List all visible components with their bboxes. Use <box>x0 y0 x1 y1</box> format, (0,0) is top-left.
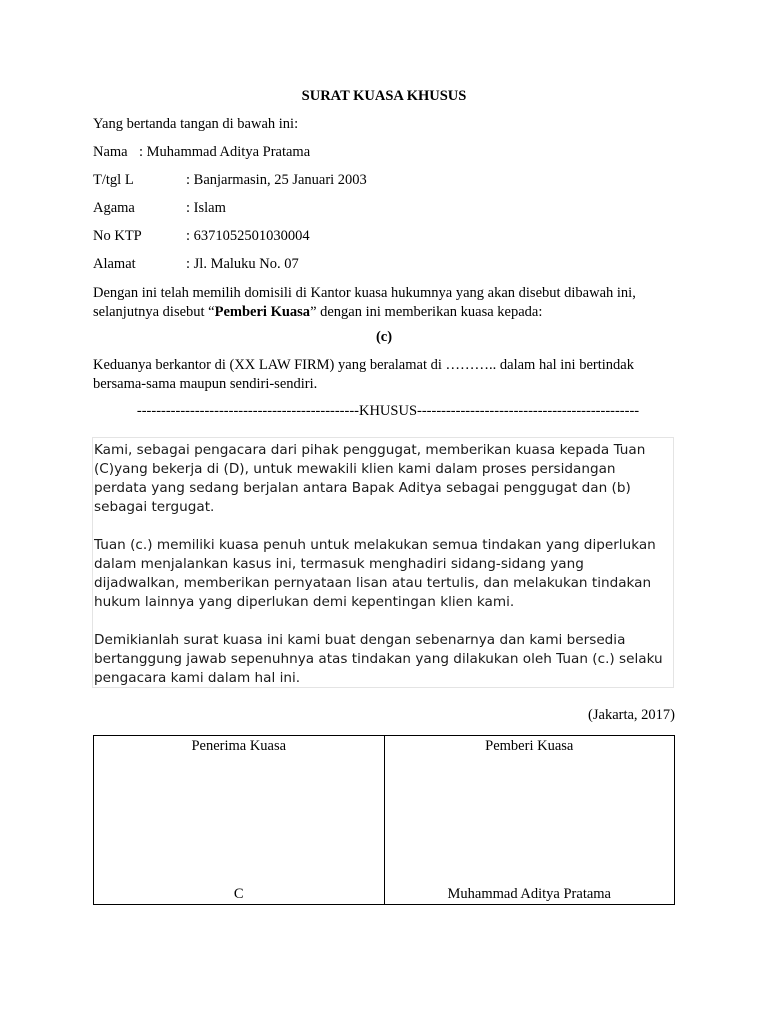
field-agama-value: : Islam <box>186 200 226 216</box>
field-nama-value: : Muhammad Aditya Pratama <box>139 144 311 160</box>
receiver-name: C <box>233 886 244 902</box>
khusus-divider: ----------------------------------------------KHUSUS---------------------------------------------- <box>136 403 640 419</box>
receiver-signature-cell <box>94 736 385 905</box>
field-ktp-label: No KTP <box>93 228 142 244</box>
field-alamat-value: : Jl. Maluku No. 07 <box>186 256 299 272</box>
field-ktp-value: : 6371052501030004 <box>186 228 310 244</box>
place-date: (Jakarta, 2017) <box>588 707 675 723</box>
field-alamat-label: Alamat <box>93 256 136 272</box>
grantor-signature-cell <box>384 736 675 905</box>
document-title: SURAT KUASA KHUSUS <box>301 88 467 104</box>
field-ttl-label: T/tgl L <box>93 172 134 188</box>
body-paragraph-3: Demikianlah surat kuasa ini kami buat dengan sebenarnya dan kami bersedia bertanggung jawab sepenuhnya atas tindakan yang dilakukan oleh Tuan (c.) selaku pengacara kami dalam hal ini. <box>94 632 663 686</box>
field-nama-label: Nama <box>93 144 128 160</box>
recipient-placeholder: (c) <box>375 329 393 345</box>
grantor-heading: Pemberi Kuasa <box>485 738 574 754</box>
receiver-heading: Penerima Kuasa <box>191 738 287 754</box>
field-ttl-value: : Banjarmasin, 25 Januari 2003 <box>186 172 367 188</box>
body-paragraph-2: Tuan (c.) memiliki kuasa penuh untuk melakukan semua tindakan yang diperlukan dalam menjalankan kasus ini, termasuk menghadiri sidang-sidang yang dijadwalkan, memberikan pernyataan lisan atau tertulis, dan melakukan tindakan hukum lainnya yang diperlukan demi kepentingan klien kami. <box>94 537 656 610</box>
domicile-text-start: Dengan ini telah memilih domisili di Kantor kuasa hukumnya yang akan disebut dibawah ini, selanjutnya disebut “ <box>93 285 636 320</box>
signature-table <box>93 735 675 905</box>
domicile-text-end: ” dengan ini memberikan kuasa kepada: <box>310 304 543 320</box>
intro-text: Yang bertanda tangan di bawah ini: <box>93 116 299 132</box>
body-paragraph-1: Kami, sebagai pengacara dari pihak penggugat, memberikan kuasa kepada Tuan (C)yang bekerja di (D), untuk mewakili klien kami dalam proses persidangan perdata yang sedang berjalan antara Bapak Aditya sebagai penggugat dan (b) sebagai tergugat. <box>94 442 646 515</box>
domicile-bold-term: Pemberi Kuasa <box>214 304 311 320</box>
field-agama-label: Agama <box>93 200 135 216</box>
office-paragraph: Keduanya berkantor di (XX LAW FIRM) yang beralamat di ……….. dalam hal ini bertindak bersama-sama maupun sendiri-sendiri. <box>93 357 634 392</box>
domicile-paragraph <box>93 284 683 322</box>
grantor-name: Muhammad Aditya Pratama <box>447 886 611 902</box>
body-text-box <box>92 437 674 688</box>
